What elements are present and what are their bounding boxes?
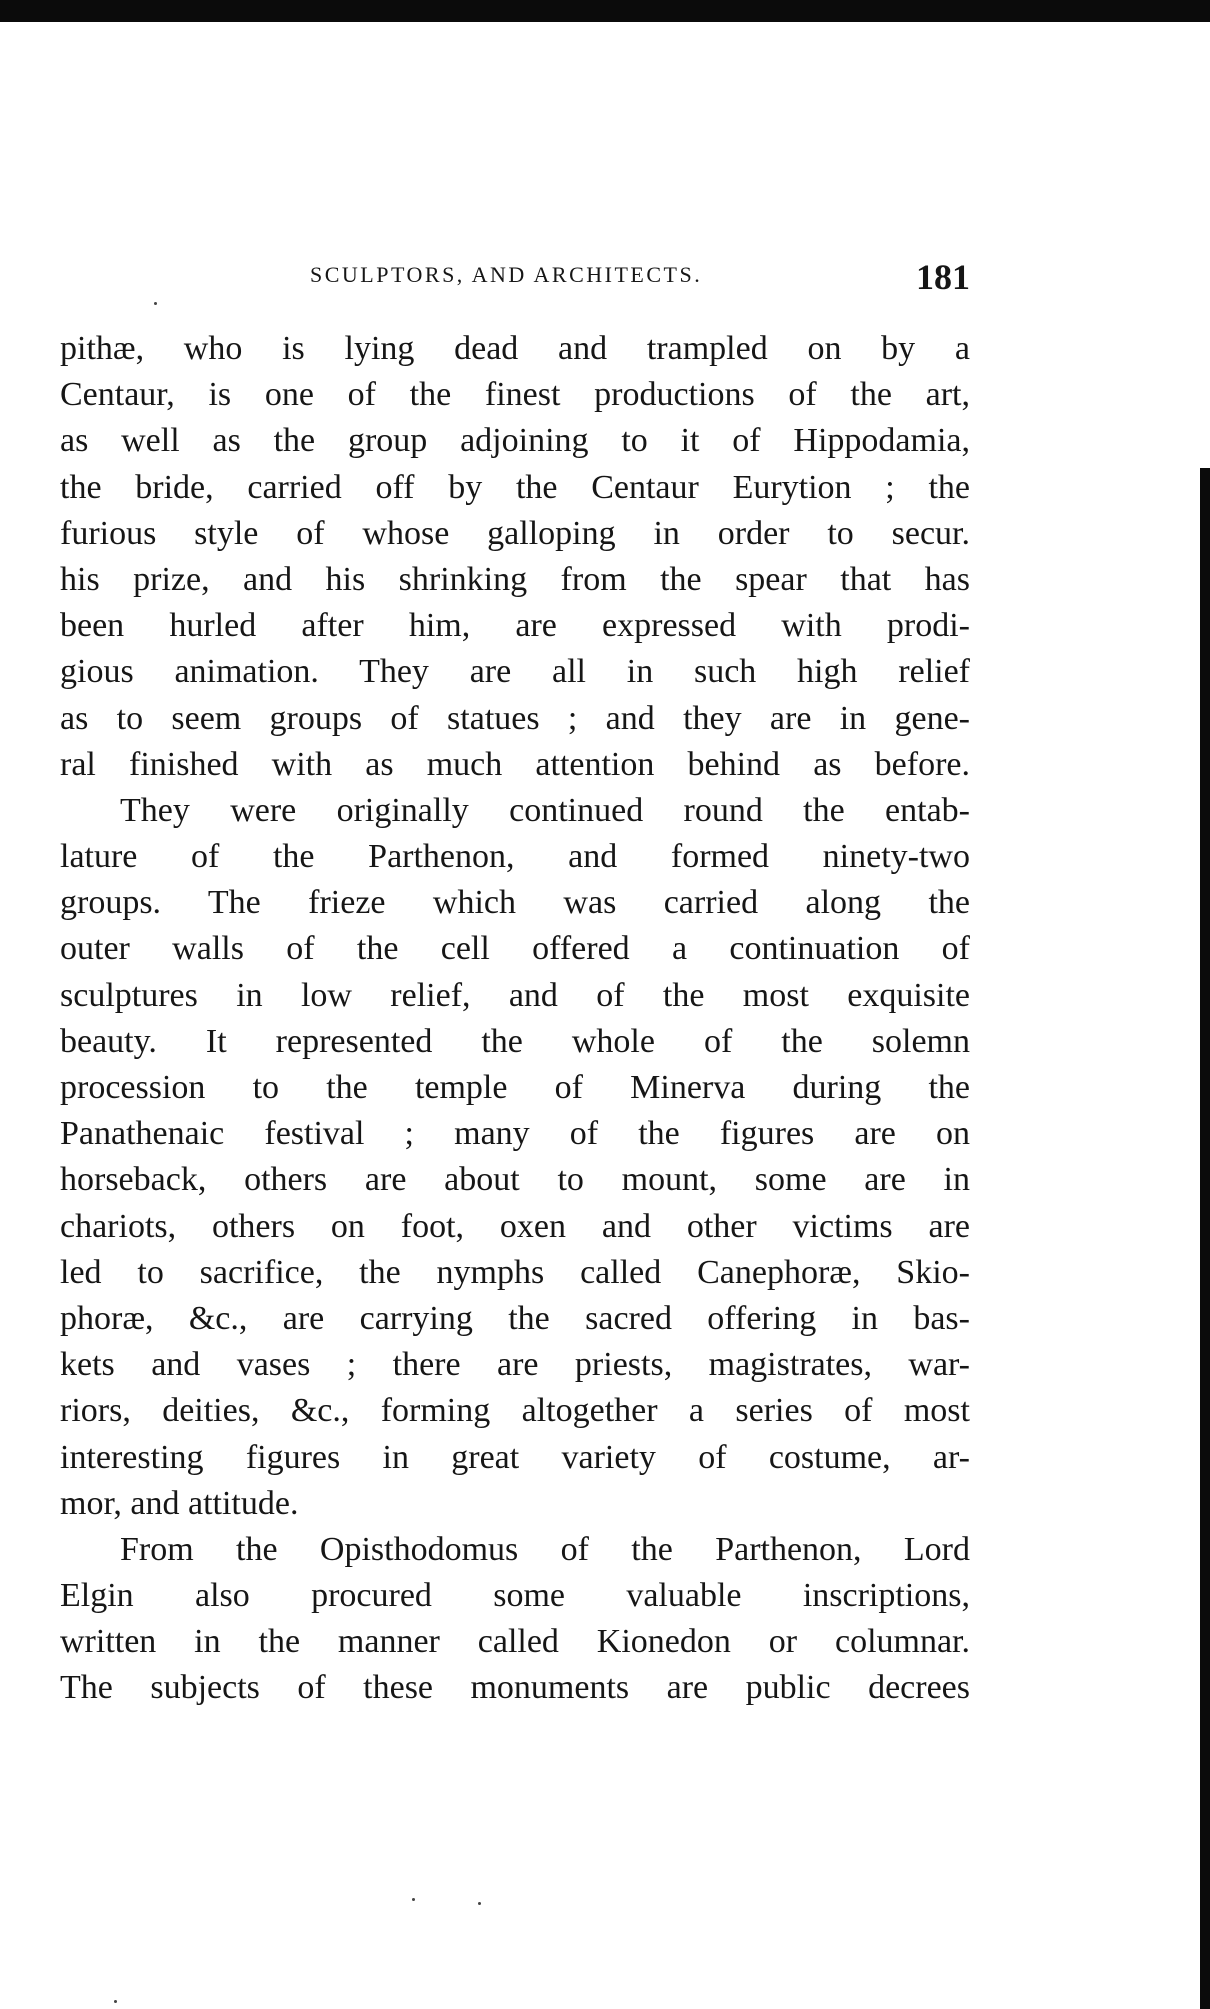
text-line: Centaur, is one of the finest productions of the art, — [60, 376, 970, 414]
scan-top-border — [0, 0, 1210, 22]
text-line: furious style of whose galloping in order to secur. — [60, 514, 970, 552]
text-line: mor, and attitude. — [60, 1484, 299, 1522]
page-header — [300, 256, 980, 296]
text-line: Panathenaic festival ; many of the figures are on — [60, 1115, 970, 1153]
text-line: phoræ, &c., are carrying the sacred offering in bas- — [60, 1299, 970, 1337]
text-line: beauty. It represented the whole of the solemn — [60, 1022, 970, 1060]
text-line: From the Opisthodomus of the Parthenon, Lord — [120, 1530, 970, 1568]
text-line: lature of the Parthenon, and formed ninety-two — [60, 838, 970, 876]
text-line: ral finished with as much attention behind as before. — [60, 745, 970, 783]
body-text — [60, 326, 970, 1712]
text-line: They were originally continued round the entab- — [120, 791, 970, 829]
text-line: sculptures in low relief, and of the most exquisite — [60, 976, 970, 1014]
text-line: the bride, carried off by the Centaur Eurytion ; the — [60, 468, 970, 506]
text-line: procession to the temple of Minerva during the — [60, 1069, 970, 1106]
text-line: Elgin also procured some valuable inscriptions, — [60, 1577, 970, 1615]
text-line: groups. The frieze which was carried along the — [60, 884, 970, 922]
text-line: as to seem groups of statues ; and they are in gene- — [60, 699, 970, 737]
text-line: The subjects of these monuments are public decrees — [60, 1669, 970, 1707]
text-line: chariots, others on foot, oxen and other victims are — [60, 1207, 970, 1245]
page-number: 181 — [916, 257, 970, 297]
scan-speck — [478, 1902, 481, 1905]
scan-right-border — [1200, 468, 1210, 2009]
text-line: led to sacrifice, the nymphs called Canephoræ, Skio- — [60, 1253, 970, 1291]
text-line: outer walls of the cell offered a continuation of — [60, 930, 970, 968]
text-line: interesting figures in great variety of costume, ar- — [60, 1438, 970, 1476]
text-line: horseback, others are about to mount, some are in — [60, 1161, 970, 1199]
text-line: as well as the group adjoining to it of Hippodamia, — [60, 422, 970, 460]
text-line: riors, deities, &c., forming altogether a series of most — [60, 1392, 970, 1430]
running-head: SCULPTORS, AND ARCHITECTS. — [310, 262, 703, 287]
text-line: written in the manner called Kionedon or columnar. — [60, 1623, 970, 1661]
text-line: kets and vases ; there are priests, magistrates, war- — [60, 1346, 970, 1384]
scan-speck — [154, 302, 157, 305]
text-line: been hurled after him, are expressed with prodi- — [60, 607, 970, 645]
scan-speck — [412, 1898, 415, 1901]
scan-speck — [114, 2000, 117, 2003]
text-line: gious animation. They are all in such high relief — [60, 653, 970, 691]
text-line: pithæ, who is lying dead and trampled on by a — [60, 330, 970, 367]
text-line: his prize, and his shrinking from the spear that has — [60, 560, 970, 598]
